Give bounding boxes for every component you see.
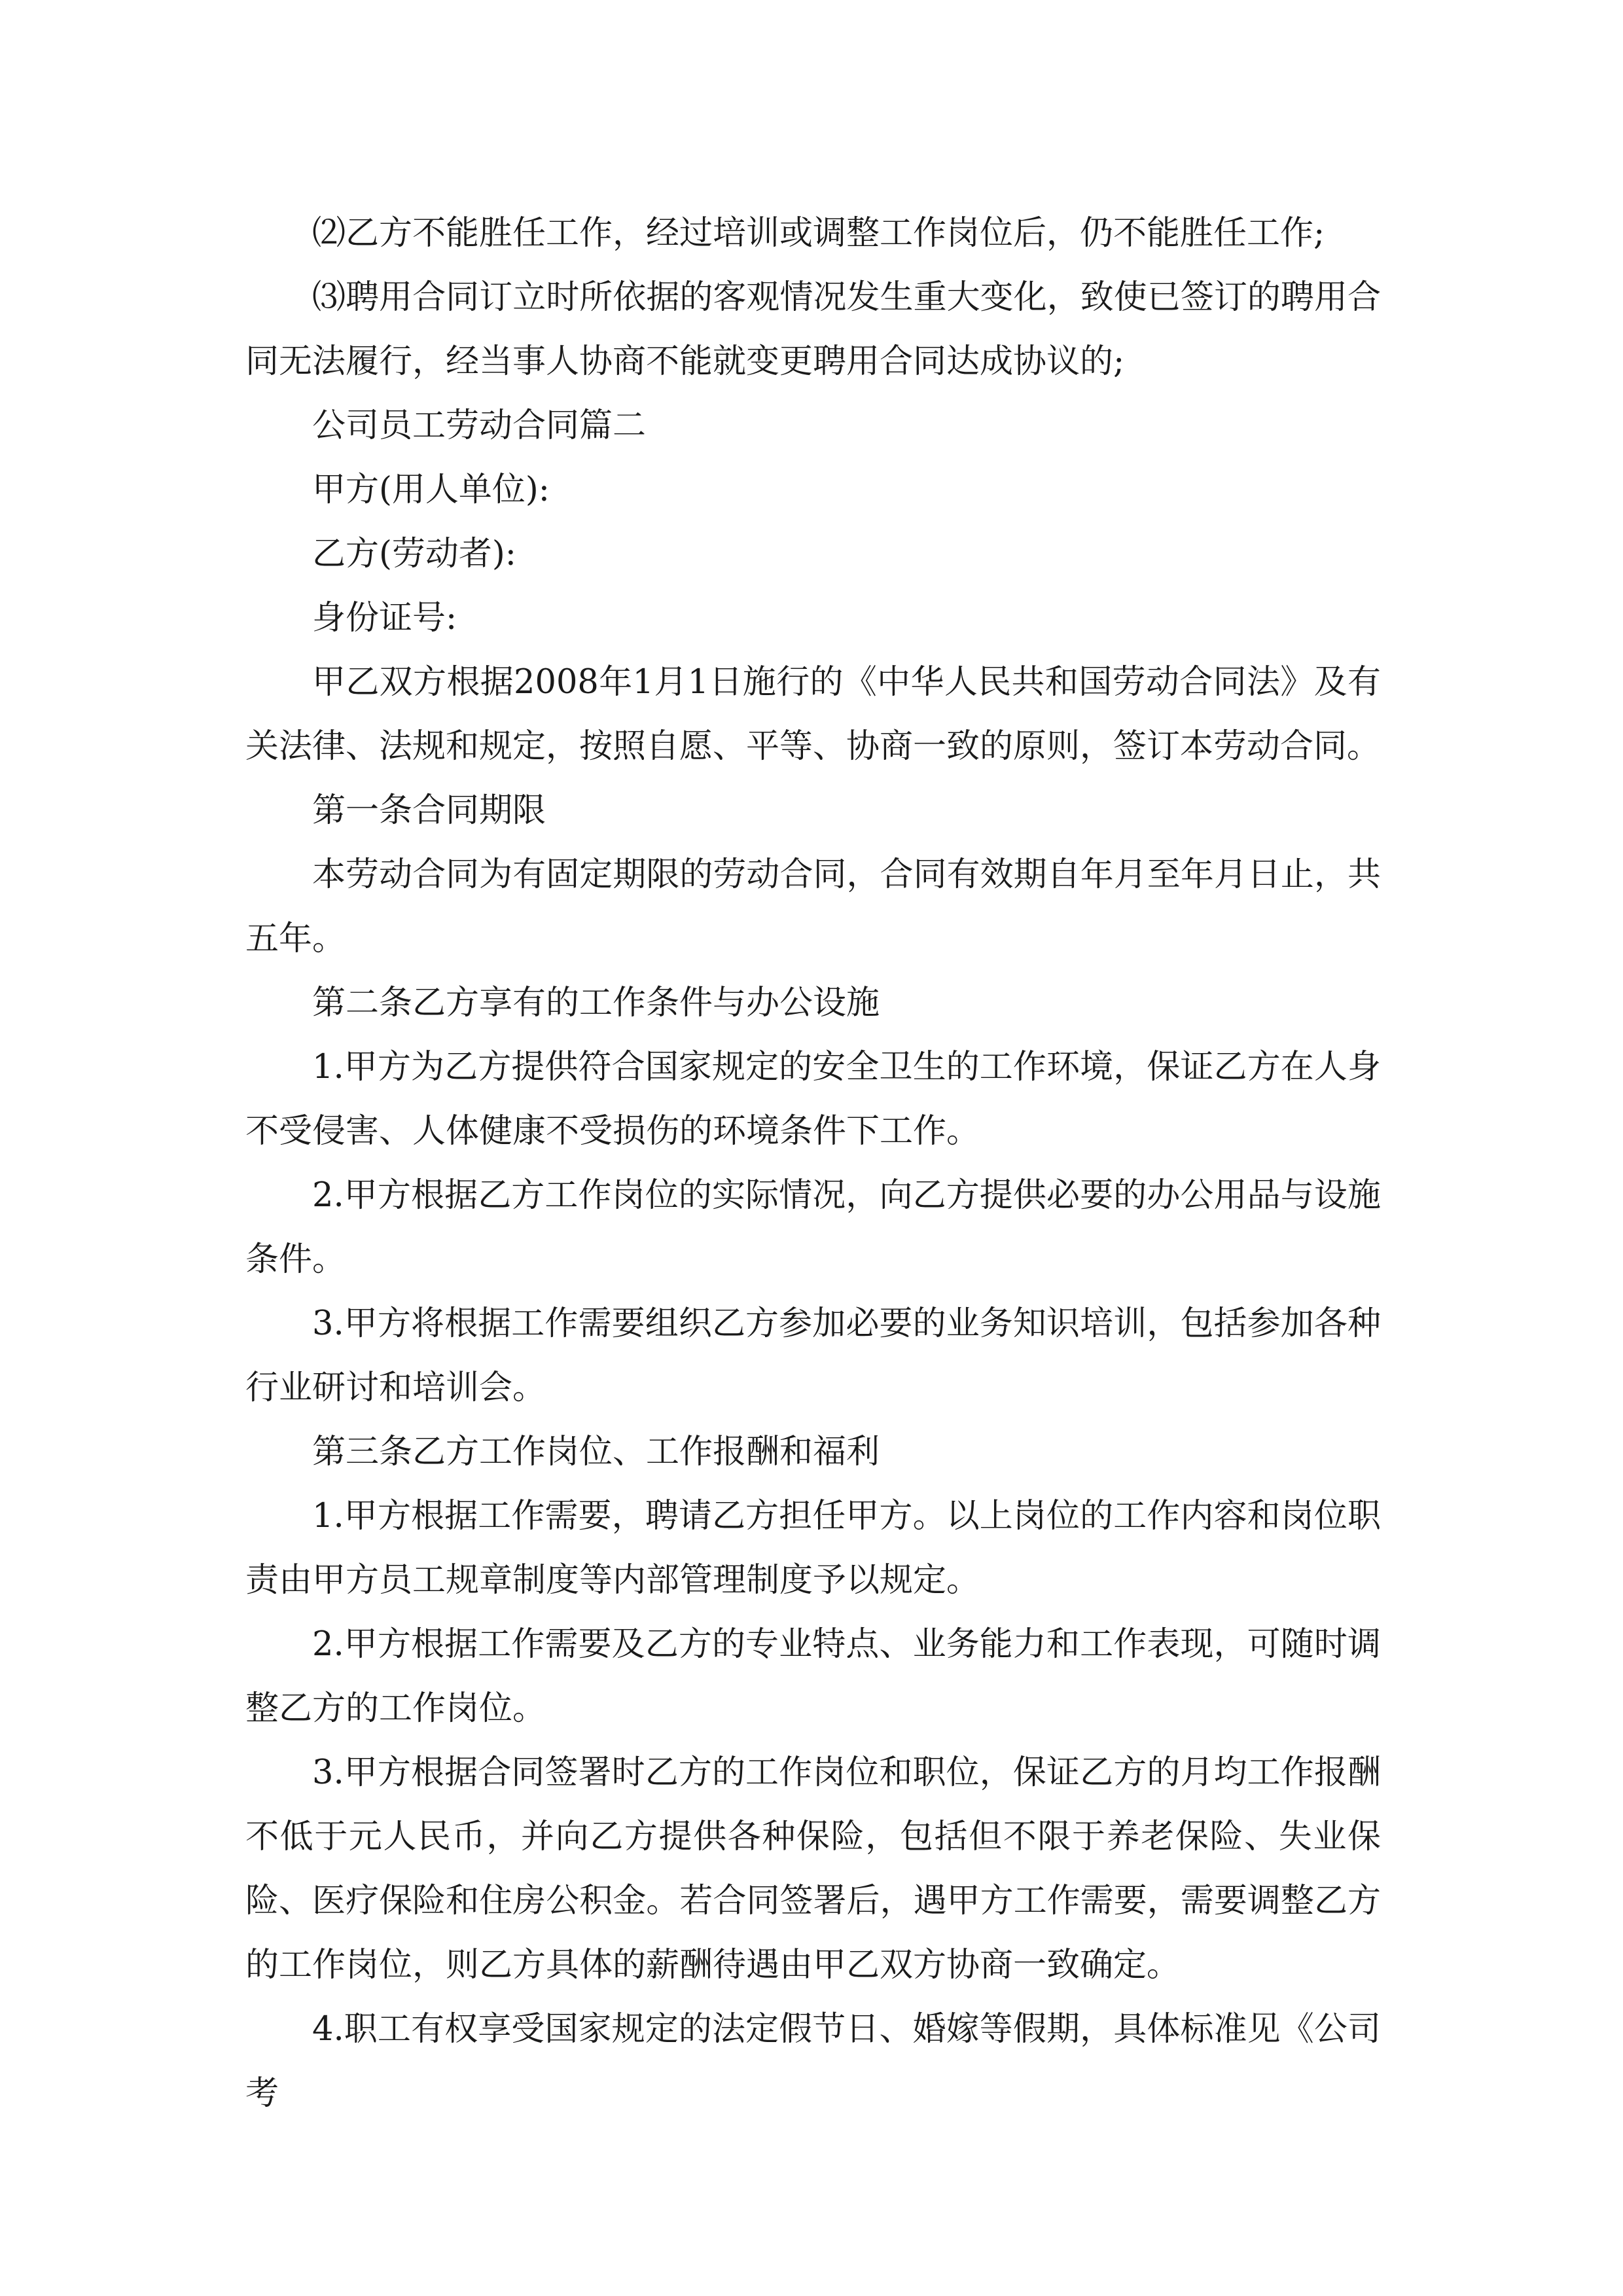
id-number-field: 身份证号: [312, 599, 457, 637]
clause-item-3: ⑶聘用合同订立时所依据的客观情况发生重大变化，致使已签订的聘用合同无法履行，经当事人协商不能就变更聘用合同达成协议的; [245, 278, 1381, 381]
article-3-item-3: 3.甲方根据合同签署时乙方的工作岗位和职位，保证乙方的月均工作报酬不低于元人民币，并向乙方提供各种保险，包括但不限于养老保险、失业保险、医疗保险和住房公积金。若合同签署后，遇甲方工作需要，需要调整乙方的工作岗位，则乙方具体的薪酬待遇由甲乙双方协商一致确定。 [245, 1753, 1381, 1984]
party-b-field: 乙方(劳动者): [312, 535, 516, 573]
party-a-field: 甲方(用人单位): [312, 471, 550, 509]
article-2-item-3: 3.甲方将根据工作需要组织乙方参加必要的业务知识培训，包括参加各种行业研讨和培训会。 [245, 1304, 1381, 1407]
article-2-heading: 第二条乙方享有的工作条件与办公设施 [312, 984, 880, 1022]
article-2-item-1: 1.甲方为乙方提供符合国家规定的安全卫生的工作环境，保证乙方在人身不受侵害、人体健康不受损伤的环境条件下工作。 [245, 1048, 1381, 1151]
section-title: 公司员工劳动合同篇二 [312, 406, 647, 445]
article-3-item-1: 1.甲方根据工作需要，聘请乙方担任甲方。以上岗位的工作内容和岗位职责由甲方员工规章制度等内部管理制度予以规定。 [245, 1497, 1381, 1600]
article-2-item-2: 2.甲方根据乙方工作岗位的实际情况，向乙方提供必要的办公用品与设施条件。 [245, 1176, 1381, 1279]
article-3-heading: 第三条乙方工作岗位、工作报酬和福利 [312, 1433, 880, 1471]
article-3-item-2: 2.甲方根据工作需要及乙方的专业特点、业务能力和工作表现，可随时调整乙方的工作岗位。 [245, 1625, 1381, 1728]
article-1-heading: 第一条合同期限 [312, 791, 546, 830]
article-1-body: 本劳动合同为有固定期限的劳动合同，合同有效期自年月至年月日止，共五年。 [245, 855, 1381, 958]
preamble: 甲乙双方根据2008年1月1日施行的《中华人民共和国劳动合同法》及有关法律、法规和规定，按照自愿、平等、协商一致的原则，签订本劳动合同。 [245, 663, 1381, 766]
article-3-item-4: 4.职工有权享受国家规定的法定假节日、婚嫁等假期，具体标准见《公司考 [245, 2010, 1381, 2113]
clause-item-2: ⑵乙方不能胜任工作，经过培训或调整工作岗位后，仍不能胜任工作; [312, 214, 1325, 253]
document-body [245, 202, 1381, 2126]
